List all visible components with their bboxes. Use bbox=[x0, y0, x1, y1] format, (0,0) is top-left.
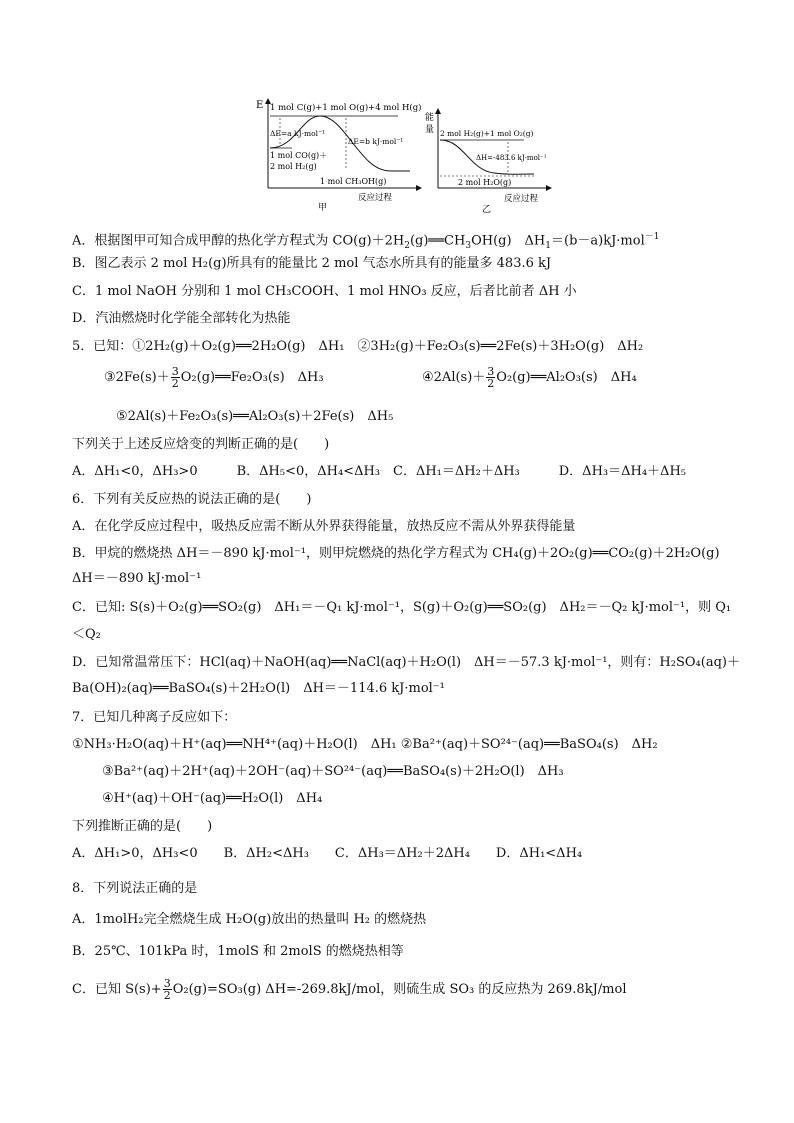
caption-jia: 甲 bbox=[318, 203, 328, 213]
top-level-label: 1 mol C(g)+1 mol O(g)+4 mol H(g) bbox=[270, 103, 422, 113]
q6-option-c-line1: C．已知: S(s)＋O₂(g)══SO₂(g) ΔH₁＝－Q₁ kJ·mol⁻¹，S(g)＋O₂(g)══SO₂(g) ΔH₂＝－Q₂ kJ·mol⁻¹，则 Q₁ bbox=[72, 600, 732, 615]
q8-option-c: C．已知 S(s)+ $\frac{3}{2}$ O₂(g)=SO₃(g) ΔH=-269.8kJ/mol，则硫生成 SO₃ 的反应热为 269.8kJ/mol bbox=[72, 977, 627, 1002]
q6-option-d-line1: D．已知常温常压下：HCl(aq)＋NaOH(aq)══NaCl(aq)＋H₂O(l) ΔH＝－57.3 kJ·mol⁻¹，则有：H₂SO₄(aq)＋ bbox=[72, 655, 740, 670]
q4-option-a: A．根据图甲可知合成甲醇的热化学方程式为 $CO(g)+2H_2(g)══CH_3OH(g)$ $\Delta H_1=(b-a)kJ\cdot mol^{-1}$ bbox=[72, 232, 660, 251]
delta-h-label: ΔH=-483.6 kJ·mol⁻¹ bbox=[476, 154, 547, 162]
q5-eq3: ③2Fe(s)＋ $\frac{3}{2}$ O₂(g)══Fe₂O₃(s) ΔH₃ bbox=[104, 365, 324, 390]
q6-option-c-line2: ＜Q₂ bbox=[72, 627, 101, 642]
q7-eq12: ①NH₃·H₂O(aq)＋H⁺(aq)══NH⁴⁺(aq)＋H₂O(l) ΔH₁ ②Ba²⁺(aq)＋SO²⁴⁻(aq)══BaSO₄(s) ΔH₂ bbox=[72, 737, 658, 752]
q7-eq3: ③Ba²⁺(aq)＋2H⁺(aq)＋2OH⁻(aq)＋SO²⁴⁻(aq)══BaSO₄(s)＋2H₂O(l) ΔH₃ bbox=[102, 764, 564, 779]
fraction: $\frac{3}{2}$ bbox=[171, 365, 179, 390]
q6-option-a: A．在化学反应过程中，吸热反应需不断从外界获得能量，放热反应不需从外界获得能量 bbox=[72, 519, 576, 534]
left-level-label-1: 1 mol CO(g)＋ bbox=[270, 151, 328, 160]
bottom-level-label: 1 mol CH₃OH(g) bbox=[320, 177, 387, 186]
q6-option-b-line2: ΔH＝－890 kJ·mol⁻¹ bbox=[72, 571, 202, 586]
x-axis-label: 反应过程 bbox=[358, 193, 393, 203]
q5-options: A．ΔH₁<0，ΔH₃>0 B．ΔH₅<0，ΔH₄<ΔH₃ C．ΔH₁＝ΔH₂＋ΔH₃ D．ΔH₃＝ΔH₄＋ΔH₅ bbox=[72, 464, 686, 479]
q7-eq4: ④H⁺(aq)＋OH⁻(aq)══H₂O(l) ΔH₄ bbox=[102, 791, 323, 806]
q7-question: 下列推断正确的是( ) bbox=[72, 819, 213, 834]
e-axis-label: E bbox=[256, 100, 264, 111]
q8-option-a: A．1molH₂完全燃烧生成 H₂O(g)放出的热量叫 H₂ 的燃烧热 bbox=[72, 912, 427, 927]
q5-eq5: ⑤2Al(s)＋Fe₂O₃(s)══Al₂O₃(s)＋2Fe(s) ΔH₅ bbox=[116, 409, 394, 424]
energy-diagram-yi bbox=[424, 108, 554, 216]
y-axis-label-1: 能 bbox=[425, 113, 435, 123]
bottom-level-label: 2 mol H₂O(g) bbox=[458, 178, 512, 187]
left-level-label-2: 2 mol H₂(g) bbox=[270, 162, 317, 171]
q7-stem: 7．已知几种离子反应如下： bbox=[72, 710, 237, 725]
q6-option-d-line2: Ba(OH)₂(aq)══BaSO₄(s)＋2H₂O(l) ΔH＝－114.6 kJ·mol⁻¹ bbox=[72, 681, 445, 696]
q8-option-b: B．25℃、101kPa 时，1molS 和 2molS 的燃烧热相等 bbox=[72, 944, 404, 959]
energy-diagram-jia bbox=[250, 96, 425, 214]
caption-yi: 乙 bbox=[482, 205, 492, 215]
q4-option-c: C．1 mol NaOH 分别和 1 mol CH₃COOH、1 mol HNO₃ 反应，后者比前者 ΔH 小 bbox=[72, 284, 577, 299]
q8-stem: 8．下列说法正确的是 bbox=[72, 881, 198, 896]
q5-stem: 5．已知：①2H₂(g)＋O₂(g)══2H₂O(g) ΔH₁ ②3H₂(g)＋Fe₂O₃(s)══2Fe(s)＋3H₂O(g) ΔH₂ bbox=[72, 339, 644, 354]
x-axis-label: 反应过程 bbox=[504, 194, 539, 204]
q5-eq4: ④2Al(s)＋ $\frac{3}{2}$ O₂(g)══Al₂O₃(s) ΔH₄ bbox=[422, 365, 637, 390]
top-level-label: 2 mol H₂(g)+1 mol O₂(g) bbox=[440, 129, 534, 138]
q4-option-d: D．汽油燃烧时化学能全部转化为热能 bbox=[72, 311, 291, 326]
q6-option-b-line1: B．甲烷的燃烧热 ΔH＝－890 kJ·mol⁻¹，则甲烷燃烧的热化学方程式为 CH₄(g)＋2O₂(g)══CO₂(g)＋2H₂O(g) bbox=[72, 546, 720, 561]
delta-e-a-label: ΔE=a kJ·mol⁻¹ bbox=[270, 129, 325, 138]
q6-stem: 6．下列有关反应热的说法正确的是( ) bbox=[72, 492, 312, 507]
fraction: $\frac{3}{2}$ bbox=[163, 977, 171, 1002]
delta-e-b-label: ΔE=b kJ·mol⁻¹ bbox=[348, 137, 404, 146]
q7-options: A．ΔH₁>0，ΔH₃<0 B．ΔH₂<ΔH₃ C．ΔH₃＝ΔH₂＋2ΔH₄ D．ΔH₁<ΔH₄ bbox=[72, 846, 583, 861]
q4-option-b: B．图乙表示 2 mol H₂(g)所具有的能量比 2 mol 气态水所具有的能量多 483.6 kJ bbox=[72, 256, 552, 271]
y-axis-label-2: 量 bbox=[425, 125, 435, 135]
q5-question: 下列关于上述反应焓变的判断正确的是( ) bbox=[72, 437, 330, 452]
fraction: $\frac{3}{2}$ bbox=[487, 365, 495, 390]
